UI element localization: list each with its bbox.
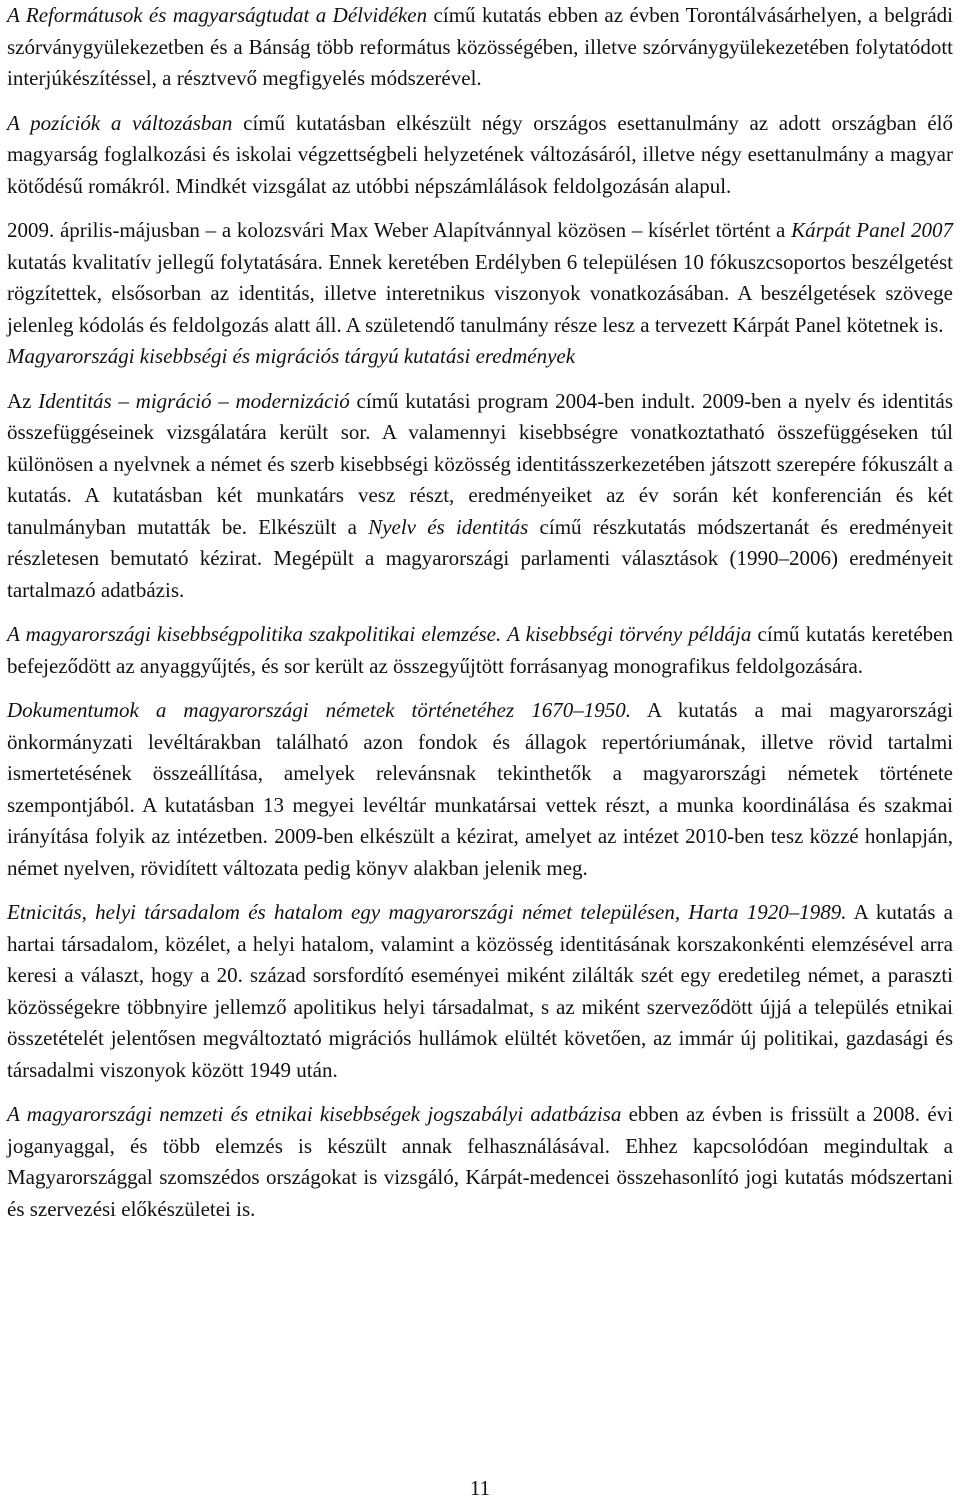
paragraph-text: A kutatás a hartai társadalom, közélet, a helyi hatalom, valamint a közösség identitásának korszakonkénti elemzésével arra keresi a választ, hogy a 20. század sorsfordító eseményei miként zilálták szét egy eredetileg német, a paraszti közösségekre többnyire jellemző apolitikus helyi társadalmat, s az miként szerveződött újjá a település etnikai összetételét jelentősen megváltoztató migrációs hullámok elültét követően, az immár új politikai, gazdasági és társadalmi viszonyok között 1949 után. (7, 900, 953, 1082)
study-title-kisebbsegpolitika: A magyarországi kisebbségpolitika szakpolitikai elemzése. A kisebbségi törvény példája (7, 622, 752, 646)
study-title-dokumentumok: Dokumentumok a magyarországi németek történetéhez 1670–1950. (7, 698, 631, 722)
paragraph-poziciok (7, 108, 953, 203)
paragraph-harta (7, 897, 953, 1086)
study-title-nyelv: Nyelv és identitás (368, 514, 529, 539)
paragraph-text: című kutatás ebben az évben Torontálvásárhelyen, a belgrádi szórványgyülekezetben és a Bánság több református közösségében, illetve szórványgyülekezetében folytatódott interjúkészítéssel, a résztvevő megfigyelés módszerével. (7, 3, 953, 90)
paragraph-karpat-panel (7, 215, 953, 341)
paragraph-adatbazis (7, 1099, 953, 1225)
paragraph-kisebbsegpolitika (7, 619, 953, 682)
study-title-identitas: Identitás – migráció – modernizáció (38, 388, 350, 413)
paragraph-text: kutatás kvalitatív jellegű folytatására. Ennek keretében Erdélyben 6 településen 10 fókuszcsoportos beszélgetést rögzítettek, elsősorban az identitás, illetve interetnikus viszonyok vonatkozásában. A beszélgetések szövege jelenleg kódolás és feldolgozás alatt áll. A születendő tanulmány része lesz a tervezett Kárpát Panel kötetnek is. (7, 249, 953, 337)
paragraph-text: című kutatási program 2004-ben indult. 2009-ben a nyelv és identitás összefüggéseinek vizsgálatára került sor. A valamennyi kisebbségre vonatkoztatható összefüggéseken túl különösen a nyelvnek a német és szerb kisebbségi közösség identitásszerkezetében játszott szerepére fókuszált a kutatás. A kutatásban két munkatárs vesz részt, eredményeiket az év során két konferencián és két tanulmányban mutatták be. Elkészült a (7, 388, 953, 539)
paragraph-identitas (7, 386, 953, 607)
paragraph-text: A kutatás a mai magyarországi önkormányzati levéltárakban található azon fondok és állagok repertóriumának, illetve rövid tartalmi ismertetésének összeállítása, amelyek relevánsnak tekinthetők a magyarországi németek története szempontjából. A kutatásban 13 megyei levéltár munkatársai vettek részt, a munka koordinálása és szakmai irányítása folyik az intézetben. 2009-ben elkészült a kézirat, amelyet az intézet 2010-ben tesz közzé honlapján, német nyelven, rövidített változata pedig könyv alakban jelenik meg. (7, 698, 953, 880)
study-title-adatbazis: A magyarországi nemzeti és etnikai kisebbségek jogszabályi adatbázisa (7, 1102, 622, 1126)
study-title-poziciok: A pozíciók a változásban (7, 110, 233, 135)
study-title-harta: Etnicitás, helyi társadalom és hatalom egy magyarországi német településen, Harta 1920–1989. (7, 900, 847, 924)
paragraph-text: című kutatás keretében befejeződött az anyaggyűjtés, és sor került az összegyűjtött forrásanyag monografikus feldolgozására. (7, 622, 953, 678)
study-title-reformatusok: A Reformátusok és magyarságtudat a Délvidéken (7, 3, 428, 27)
paragraph-reformatusok (7, 0, 953, 95)
section-heading: Magyarországi kisebbségi és migrációs tárgyú kutatási eredmények (7, 344, 576, 368)
paragraph-text: című kutatásban elkészült négy országos esettanulmány az adott országban élő magyarság foglalkozási és iskolai végzettségbeli helyzetének változásáról, illetve négy esettanulmány a magyar kötődésű romákról. Mindkét vizsgálat az utóbbi népszámlálások feldolgozásán alapul. (7, 110, 954, 198)
paragraph-text: című részkutatás módszertanát és eredményeit részletesen bemutató kézirat. Megépült a magyarországi parlamenti választások (1990–2006) eredményeit tartalmazó adatbázis. (7, 514, 953, 602)
study-title-karpat-panel: Kárpát Panel 2007 (791, 218, 953, 242)
paragraph-dokumentumok (7, 695, 953, 884)
paragraph-text: ebben az évben is frissült a 2008. évi joganyaggal, és több elemzés is készült annak felhasználásával. Ehhez kapcsolódóan megindultak a Magyarországgal szomszédos országokat is vizsgáló, Kárpát-medencei összehasonlító jogi kutatás módszertani és szervezési előkészületei is. (7, 1102, 953, 1221)
paragraph-text: Az (7, 388, 39, 413)
page-number: 11 (469, 1476, 491, 1500)
document-page (7, 0, 953, 1225)
paragraph-text: 2009. április-májusban – a kolozsvári Max Weber Alapítvánnyal közösen – kísérlet történt a (7, 218, 792, 242)
